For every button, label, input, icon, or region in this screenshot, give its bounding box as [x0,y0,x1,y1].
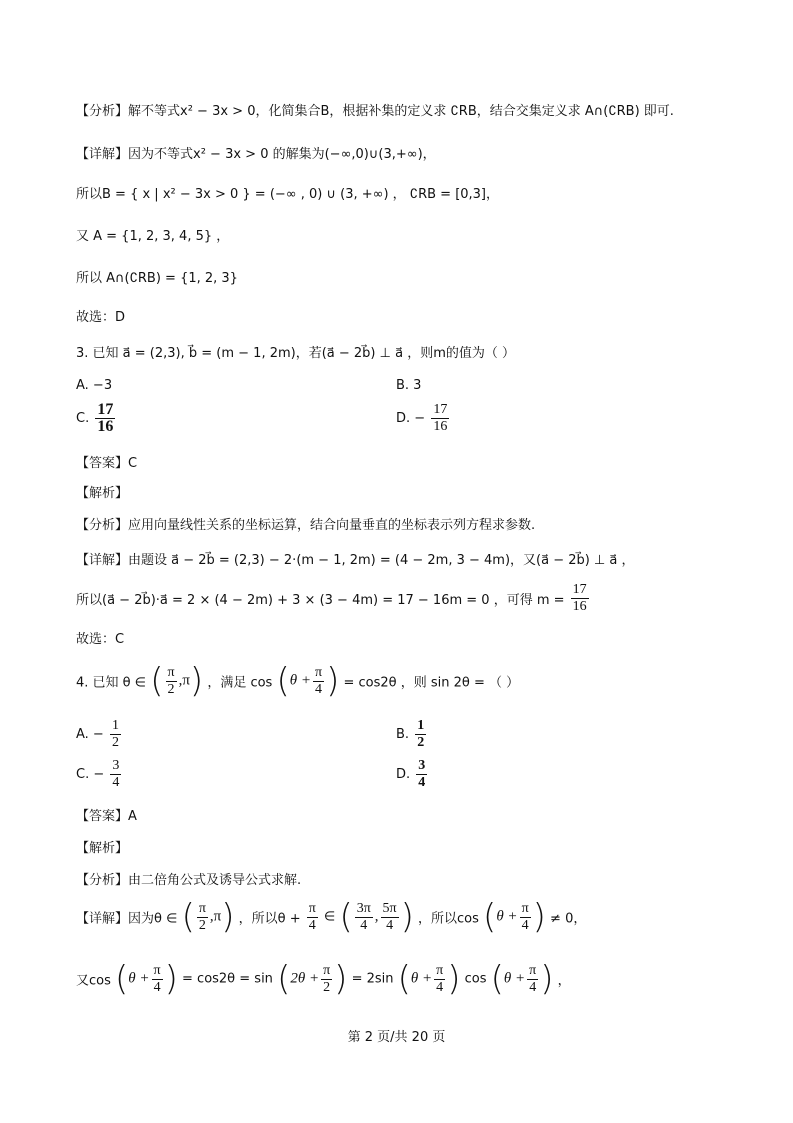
fraction: $\frac{\pi}{4}$ [521,900,529,933]
q4-jiexi: 【解析】 [76,841,129,856]
detail-text: 因为不等式x² − 3x > 0 的解集为(−∞,0)∪(3,+∞)， [128,147,436,162]
q3-jiexi: 【解析】 [76,486,129,501]
analysis-line: 【分析】解不等式x² − 3x > 0，化简集合B，根据补集的定义求 ∁RB，结合交集定义求 A∩(∁RB) 即可. [76,104,674,119]
q3-analysis: 【分析】应用向量线性关系的坐标运算，结合向量垂直的坐标表示列方程求参数. [76,518,536,533]
fraction: $\frac{\pi}{4}$ [314,664,323,697]
q4-option-a: A. − $\frac{1}{2}$ [76,718,119,750]
fraction: $\frac{\pi}{2}$ [198,900,206,933]
q4-option-c: C. − $\frac{3}{4}$ [76,758,120,790]
q3-choice: 故选：C [76,632,125,647]
fraction: $\frac{1}{2}$ [417,718,425,750]
q3-option-a: A. −3 [76,378,113,393]
fraction: $\frac{5\pi}{4}$ [382,900,397,933]
page-number: 第 2 页/共 20 页 [347,1030,446,1045]
analysis-text: 【分析】 [76,104,129,119]
intersection-line: 所以 A∩(∁RB) = {1, 2, 3} [76,271,238,286]
q4-line2: 又cos (θ + $\frac{\pi}{4}$ ) = cos2θ = sin (2θ + $\frac{\pi}{2}$ ) = 2sin (θ + $\frac{\pi}{4}$ ) cos (θ + $\frac{\pi}{4}$ ) ， [76,959,571,999]
q3-option-b: B. 3 [396,378,422,393]
q3-line2: 所以(a⃗ − 2b⃗)·a⃗ = 2 × (4 − 2m) + 3 × (3 − 4m) = 17 − 16m = 0 ，可得 m = $\frac{17}{16}$ [76,582,587,614]
page-footer [0,1026,793,1045]
fraction: $\frac{\pi}{4}$ [529,962,537,995]
fraction: $\frac{\pi}{4}$ [308,900,316,933]
choice-line: 故选：D [76,310,126,325]
fraction: $\frac{17}{16}$ [572,582,587,614]
fraction: $\frac{1}{2}$ [111,718,119,750]
q3-option-c: C. $\frac{17}{16}$ [76,401,114,435]
fraction: $\frac{3}{4}$ [418,758,426,790]
q4-answer: 【答案】A [76,809,137,824]
fraction: $\frac{\pi}{2}$ [167,664,175,697]
q4-stem: 4. 已知 θ ∈ ( $\frac{\pi}{2}$ ,π) ，满足 cos (θ + $\frac{\pi}{4}$ ) = cos2θ ，则 sin 2θ = （ ） [76,661,520,701]
fraction: $\frac{17}{16}$ [97,401,114,435]
q3-answer: 【答案】C [76,456,138,471]
q4-detail: 【详解】因为θ ∈ ( $\frac{\pi}{2}$ ,π) ，所以θ + $\frac{\pi}{4}$ ∈ ( $\frac{3\pi}{4}$ , $\frac{5\pi}{4}$ ) ，所以cos (θ + $\frac{\pi}{4}$ ) ≠ 0， [76,897,587,937]
q4-analysis: 【分析】由二倍角公式及诱导公式求解. [76,873,302,888]
q3-detail: 【详解】由题设 a⃗ − 2b⃗ = (2,3) − 2·(m − 1, 2m) = (4 − 2m, 3 − 4m)，又(a⃗ − 2b⃗) ⊥ a⃗ ， [76,553,635,568]
fraction: $\frac{\pi}{2}$ [323,962,331,995]
q4-option-d: D. $\frac{3}{4}$ [396,758,426,790]
detail-line: 【详解】因为不等式x² − 3x > 0 的解集为(−∞,0)∪(3,+∞)， [76,147,436,162]
fraction: $\frac{17}{16}$ [433,402,448,434]
fraction: $\frac{3}{4}$ [112,758,120,790]
q3-stem: 3. 已知 a⃗ = (2,3), b⃗ = (m − 1, 2m)，若(a⃗ − 2b⃗) ⊥ a⃗ ，则m的值为（ ） [76,346,515,361]
set-a-line: 又 A = {1, 2, 3, 4, 5} ， [76,229,230,244]
fraction: $\frac{\pi}{4}$ [436,962,444,995]
fraction: $\frac{\pi}{4}$ [153,962,161,995]
fraction: $\frac{3\pi}{4}$ [356,900,371,933]
q3-option-d: D. − $\frac{17}{16}$ [396,402,448,434]
q4-option-b: B. $\frac{1}{2}$ [396,718,425,750]
set-b-line: 所以B = { x | x² − 3x > 0 } = (−∞ , 0) ∪ (3, +∞) ， ∁RB = [0,3]， [76,187,500,202]
